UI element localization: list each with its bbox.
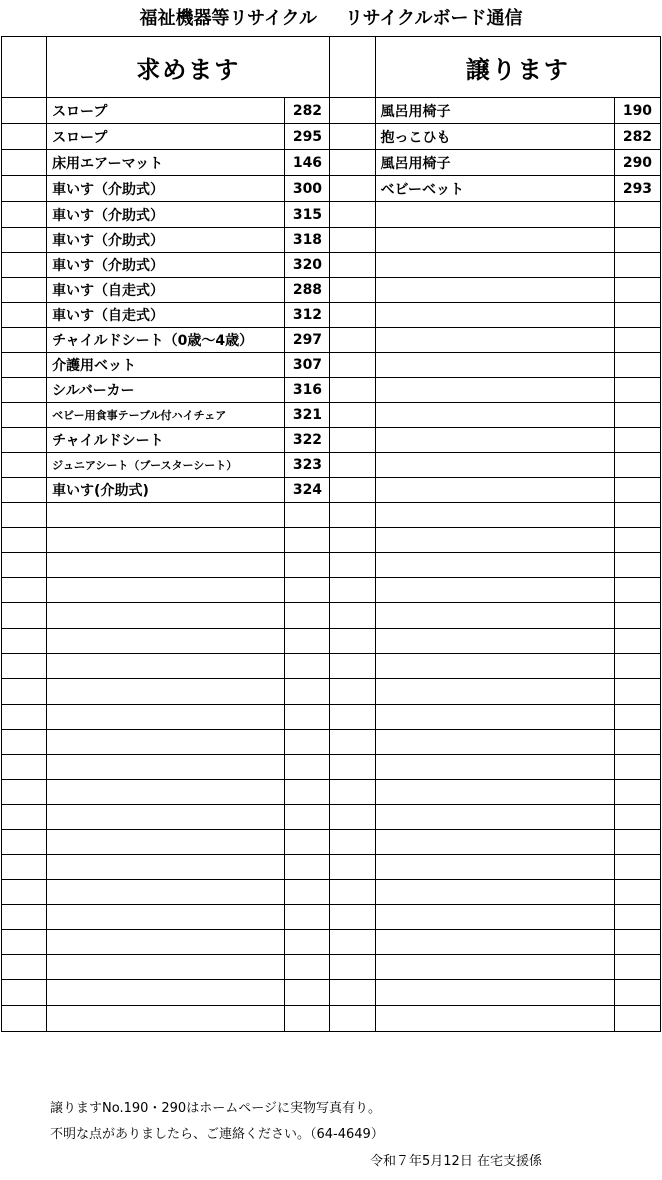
want-blank-cell — [2, 328, 47, 353]
give-blank-cell — [330, 679, 375, 705]
want-blank-cell — [2, 378, 47, 403]
want-blank-cell — [2, 880, 47, 905]
give-item-number — [614, 805, 660, 830]
want-item-name: 車いす（介助式） — [47, 228, 285, 253]
give-blank-cell — [330, 980, 375, 1006]
table-row — [2, 730, 661, 755]
give-blank-cell — [330, 428, 375, 453]
give-item-number — [614, 202, 660, 228]
give-blank-cell — [330, 805, 375, 830]
footer-line-2: 不明な点がありましたら、ご連絡ください。（64-4649） — [50, 1127, 384, 1142]
page-title — [0, 4, 662, 34]
give-item-number — [614, 378, 660, 403]
want-item-number — [285, 603, 330, 629]
want-item-name — [47, 755, 285, 780]
give-item-name — [375, 528, 614, 553]
want-item-name — [47, 654, 285, 679]
want-item-name: 車いす(介助式) — [47, 478, 285, 503]
give-blank-cell — [330, 830, 375, 855]
want-blank-cell — [2, 478, 47, 503]
table-row — [2, 880, 661, 905]
want-blank-cell — [2, 503, 47, 528]
give-blank-cell — [330, 453, 375, 478]
want-item-name: 車いす（自走式） — [47, 303, 285, 328]
give-item-number — [614, 553, 660, 578]
want-item-name: ジュニアシート（ブースターシート） — [47, 453, 285, 478]
want-blank-cell — [2, 553, 47, 578]
give-item-name — [375, 755, 614, 780]
want-item-name — [47, 955, 285, 980]
want-item-number — [285, 528, 330, 553]
give-item-name — [375, 228, 614, 253]
want-item-name — [47, 880, 285, 905]
want-item-name — [47, 503, 285, 528]
want-item-number — [285, 679, 330, 705]
want-item-name — [47, 930, 285, 955]
want-item-name: チャイルドシート（0歳～4歳） — [47, 328, 285, 353]
want-item-number: 282 — [285, 98, 330, 124]
want-item-number: 318 — [285, 228, 330, 253]
table-row — [2, 955, 661, 980]
want-blank-cell — [2, 955, 47, 980]
give-blank-cell — [330, 353, 375, 378]
table-row — [2, 830, 661, 855]
give-blank-cell — [330, 905, 375, 930]
want-item-number: 322 — [285, 428, 330, 453]
want-blank-cell — [2, 578, 47, 603]
table-row — [2, 503, 661, 528]
give-item-number — [614, 830, 660, 855]
want-item-number — [285, 503, 330, 528]
give-item-name — [375, 730, 614, 755]
table-row — [2, 303, 661, 328]
give-item-name — [375, 980, 614, 1006]
want-blank-cell — [2, 453, 47, 478]
give-item-name — [375, 603, 614, 629]
give-item-number — [614, 730, 660, 755]
want-blank-cell — [2, 98, 47, 124]
give-item-name: 風呂用椅子 — [375, 98, 614, 124]
give-item-number — [614, 654, 660, 679]
table-row — [2, 202, 661, 228]
give-item-name — [375, 905, 614, 930]
want-item-name — [47, 679, 285, 705]
table-row — [2, 603, 661, 629]
want-item-number: 288 — [285, 278, 330, 303]
want-item-name — [47, 603, 285, 629]
give-item-number — [614, 880, 660, 905]
want-item-name — [47, 980, 285, 1006]
give-item-number: 190 — [614, 98, 660, 124]
give-item-number — [614, 905, 660, 930]
want-item-name — [47, 855, 285, 880]
want-blank-cell — [2, 730, 47, 755]
want-blank-cell — [2, 905, 47, 930]
table-row — [2, 528, 661, 553]
give-item-number — [614, 930, 660, 955]
recycle-board-table — [1, 36, 661, 1032]
want-blank-cell — [2, 679, 47, 705]
want-blank-cell — [2, 654, 47, 679]
want-item-number: 316 — [285, 378, 330, 403]
header-row — [2, 37, 661, 98]
give-blank-cell — [330, 403, 375, 428]
table-row — [2, 98, 661, 124]
want-item-number — [285, 629, 330, 654]
want-blank-cell — [2, 980, 47, 1006]
give-blank-cell — [330, 755, 375, 780]
want-item-number — [285, 654, 330, 679]
want-item-number — [285, 553, 330, 578]
table-row — [2, 403, 661, 428]
give-blank-cell — [330, 303, 375, 328]
want-blank-cell — [2, 253, 47, 278]
want-blank-cell — [2, 603, 47, 629]
give-blank-cell — [330, 855, 375, 880]
table-row — [2, 253, 661, 278]
give-item-number: 282 — [614, 124, 660, 150]
give-blank-cell — [330, 654, 375, 679]
want-item-number: 146 — [285, 150, 330, 176]
give-blank-cell — [330, 780, 375, 805]
table-row — [2, 980, 661, 1006]
title-left: 福祉機器等リサイクル — [139, 8, 317, 29]
table-row — [2, 805, 661, 830]
want-item-name: スロープ — [47, 124, 285, 150]
want-item-name — [47, 528, 285, 553]
table-row — [2, 780, 661, 805]
give-item-number — [614, 453, 660, 478]
want-blank-cell — [2, 930, 47, 955]
table-row — [2, 855, 661, 880]
table-row — [2, 378, 661, 403]
table-row — [2, 228, 661, 253]
want-item-name — [47, 629, 285, 654]
give-item-name — [375, 805, 614, 830]
want-item-number: 300 — [285, 176, 330, 202]
give-blank-cell — [330, 176, 375, 202]
table-row — [2, 453, 661, 478]
want-blank-cell — [2, 780, 47, 805]
want-blank-cell — [2, 303, 47, 328]
give-item-name: 抱っこひも — [375, 124, 614, 150]
table-row — [2, 553, 661, 578]
give-blank-cell — [330, 629, 375, 654]
board-body — [2, 37, 661, 1032]
want-blank-cell — [2, 805, 47, 830]
want-item-number: 323 — [285, 453, 330, 478]
give-item-name — [375, 930, 614, 955]
give-item-name — [375, 453, 614, 478]
want-item-name: 床用エアーマット — [47, 150, 285, 176]
want-item-number: 307 — [285, 353, 330, 378]
table-row — [2, 578, 661, 603]
give-item-number — [614, 755, 660, 780]
give-blank-cell — [330, 228, 375, 253]
give-item-number — [614, 578, 660, 603]
give-item-name: ベビーベット — [375, 176, 614, 202]
want-item-name: シルバーカー — [47, 378, 285, 403]
give-item-number — [614, 980, 660, 1006]
want-item-number: 315 — [285, 202, 330, 228]
want-item-number: 297 — [285, 328, 330, 353]
want-item-name — [47, 780, 285, 805]
want-item-name — [47, 705, 285, 730]
want-blank-cell — [2, 528, 47, 553]
table-row — [2, 428, 661, 453]
give-item-name — [375, 202, 614, 228]
want-item-number — [285, 755, 330, 780]
want-item-number — [285, 705, 330, 730]
want-item-number — [285, 880, 330, 905]
want-item-number — [285, 1006, 330, 1032]
want-blank-cell — [2, 176, 47, 202]
give-item-name — [375, 654, 614, 679]
give-item-number — [614, 353, 660, 378]
give-item-name — [375, 955, 614, 980]
want-item-name: ベビー用食事テーブル付ハイチェア — [47, 403, 285, 428]
footer-line-1: 譲りますNo.190・290はホームページに実物写真有り。 — [50, 1101, 381, 1116]
want-blank-cell — [2, 202, 47, 228]
want-item-name — [47, 805, 285, 830]
table-row — [2, 278, 661, 303]
title-right: リサイクルボード通信 — [345, 8, 523, 29]
give-item-number — [614, 228, 660, 253]
give-blank-cell — [330, 930, 375, 955]
want-item-number — [285, 980, 330, 1006]
want-item-name: 車いす（自走式） — [47, 278, 285, 303]
table-row — [2, 755, 661, 780]
want-blank-cell — [2, 855, 47, 880]
table-row — [2, 629, 661, 654]
give-blank-cell — [330, 98, 375, 124]
want-item-number: 320 — [285, 253, 330, 278]
give-item-number — [614, 855, 660, 880]
want-item-number — [285, 855, 330, 880]
want-item-name: 車いす（介助式） — [47, 176, 285, 202]
want-item-name — [47, 553, 285, 578]
give-item-name — [375, 830, 614, 855]
table-row — [2, 328, 661, 353]
give-item-number — [614, 428, 660, 453]
table-row — [2, 150, 661, 176]
give-item-name — [375, 1006, 614, 1032]
give-blank-cell — [330, 603, 375, 629]
give-item-number — [614, 705, 660, 730]
want-blank-cell — [2, 124, 47, 150]
give-item-name — [375, 629, 614, 654]
give-item-number — [614, 253, 660, 278]
give-item-name — [375, 855, 614, 880]
give-blank-cell — [330, 730, 375, 755]
table-row — [2, 176, 661, 202]
table-row — [2, 905, 661, 930]
want-item-name — [47, 578, 285, 603]
give-item-number — [614, 679, 660, 705]
give-item-number — [614, 629, 660, 654]
want-item-number: 312 — [285, 303, 330, 328]
give-item-number — [614, 1006, 660, 1032]
want-item-name: 車いす（介助式） — [47, 202, 285, 228]
want-item-number — [285, 578, 330, 603]
give-item-name — [375, 353, 614, 378]
give-blank-cell — [330, 553, 375, 578]
give-blank-cell — [330, 880, 375, 905]
want-item-name: チャイルドシート — [47, 428, 285, 453]
give-item-name — [375, 679, 614, 705]
give-blank-cell — [330, 253, 375, 278]
give-blank-cell — [330, 378, 375, 403]
want-blank-cell — [2, 353, 47, 378]
give-blank-cell — [330, 478, 375, 503]
table-row — [2, 124, 661, 150]
want-item-number: 321 — [285, 403, 330, 428]
give-item-name — [375, 428, 614, 453]
want-item-number: 324 — [285, 478, 330, 503]
give-blank-header — [330, 37, 375, 98]
give-item-name — [375, 328, 614, 353]
want-blank-cell — [2, 428, 47, 453]
give-item-name — [375, 553, 614, 578]
give-blank-cell — [330, 1006, 375, 1032]
want-item-number — [285, 730, 330, 755]
table-row — [2, 705, 661, 730]
table-row — [2, 930, 661, 955]
give-item-name: 風呂用椅子 — [375, 150, 614, 176]
table-row — [2, 1006, 661, 1032]
want-item-number — [285, 780, 330, 805]
table-row — [2, 654, 661, 679]
give-item-number — [614, 328, 660, 353]
want-item-name — [47, 730, 285, 755]
give-blank-cell — [330, 124, 375, 150]
want-blank-cell — [2, 705, 47, 730]
give-item-number — [614, 603, 660, 629]
give-item-name — [375, 478, 614, 503]
footer-date: 令和７年5月12日 在宅支援係 — [370, 1154, 542, 1169]
want-item-name: 介護用ベット — [47, 353, 285, 378]
want-item-number: 295 — [285, 124, 330, 150]
give-item-name — [375, 780, 614, 805]
want-blank-cell — [2, 278, 47, 303]
want-blank-cell — [2, 1006, 47, 1032]
give-blank-cell — [330, 955, 375, 980]
give-header: 譲ります — [375, 37, 660, 98]
want-item-name — [47, 905, 285, 930]
give-blank-cell — [330, 503, 375, 528]
want-item-name — [47, 830, 285, 855]
give-item-name — [375, 278, 614, 303]
want-blank-cell — [2, 150, 47, 176]
want-item-name — [47, 1006, 285, 1032]
want-item-number — [285, 955, 330, 980]
give-item-number — [614, 780, 660, 805]
give-item-number: 290 — [614, 150, 660, 176]
want-item-number — [285, 905, 330, 930]
give-item-name — [375, 705, 614, 730]
give-item-name — [375, 880, 614, 905]
table-row — [2, 478, 661, 503]
want-blank-header — [2, 37, 47, 98]
give-blank-cell — [330, 328, 375, 353]
give-item-number — [614, 403, 660, 428]
give-item-number — [614, 278, 660, 303]
want-item-number — [285, 805, 330, 830]
give-item-name — [375, 403, 614, 428]
want-blank-cell — [2, 228, 47, 253]
want-item-name: スロープ — [47, 98, 285, 124]
give-item-name — [375, 503, 614, 528]
want-blank-cell — [2, 830, 47, 855]
give-item-name — [375, 378, 614, 403]
want-item-number — [285, 830, 330, 855]
give-item-name — [375, 303, 614, 328]
want-blank-cell — [2, 629, 47, 654]
table-row — [2, 679, 661, 705]
want-header: 求めます — [47, 37, 330, 98]
give-item-number — [614, 478, 660, 503]
give-item-number — [614, 303, 660, 328]
give-blank-cell — [330, 578, 375, 603]
want-item-number — [285, 930, 330, 955]
give-item-name — [375, 578, 614, 603]
give-item-number: 293 — [614, 176, 660, 202]
footer-notes — [50, 1096, 384, 1148]
give-blank-cell — [330, 150, 375, 176]
give-item-number — [614, 955, 660, 980]
give-blank-cell — [330, 202, 375, 228]
give-blank-cell — [330, 705, 375, 730]
give-item-name — [375, 253, 614, 278]
want-blank-cell — [2, 755, 47, 780]
table-row — [2, 353, 661, 378]
want-blank-cell — [2, 403, 47, 428]
want-item-name: 車いす（介助式） — [47, 253, 285, 278]
give-blank-cell — [330, 278, 375, 303]
give-item-number — [614, 503, 660, 528]
give-item-number — [614, 528, 660, 553]
give-blank-cell — [330, 528, 375, 553]
